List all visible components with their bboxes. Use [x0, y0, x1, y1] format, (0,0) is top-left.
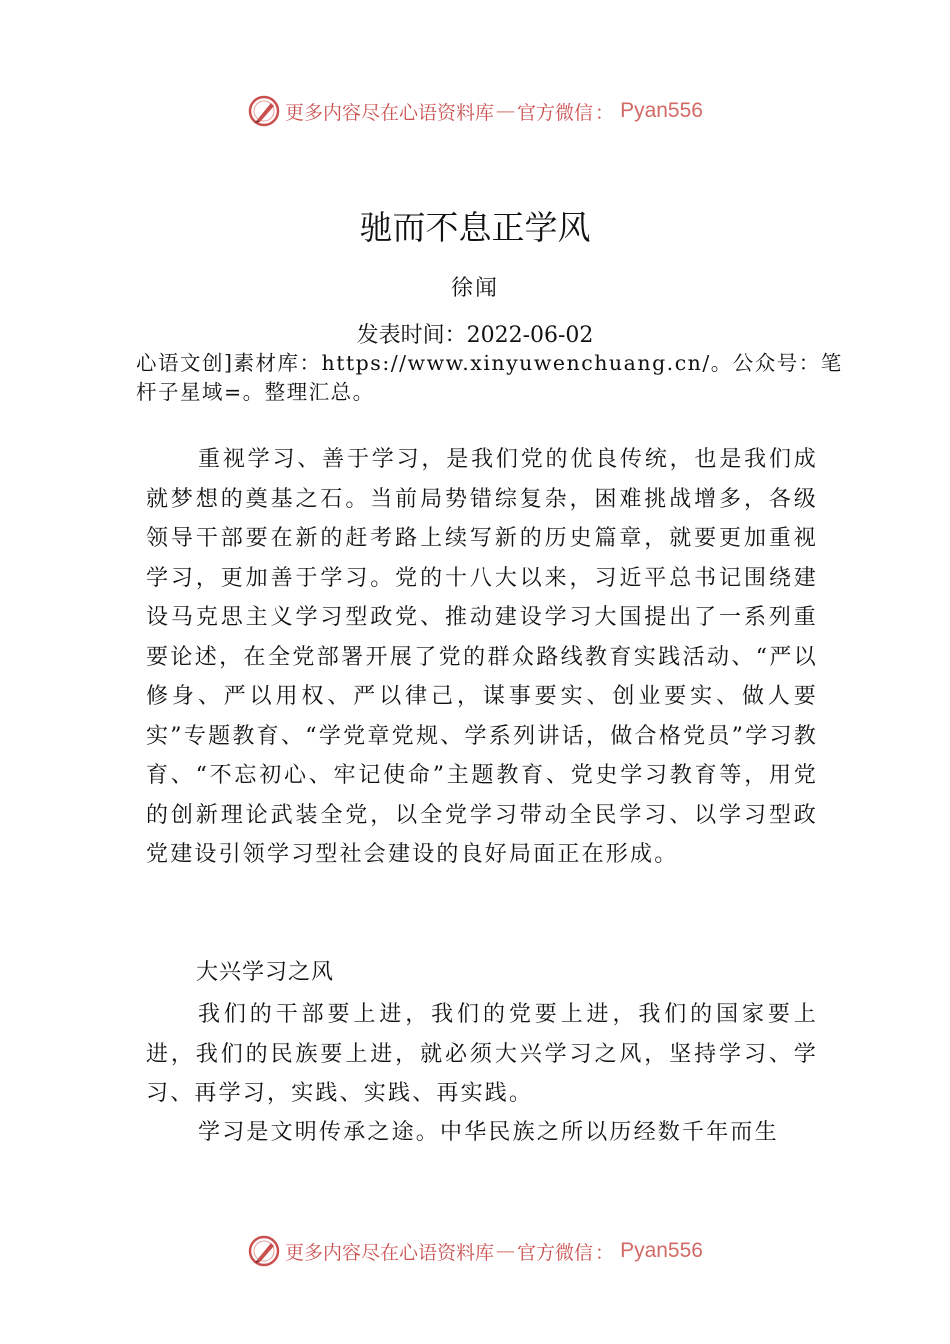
wechat-id: Pyan556 [620, 1239, 703, 1262]
banner-text: 更多内容尽在心语资料库 [285, 1241, 495, 1264]
pen-logo-icon [247, 94, 281, 128]
paragraph-2: 我们的干部要上进，我们的党要上进，我们的国家要上进，我们的民族要上进，就必须大兴学习之风，坚持学习、学习、再学习，实践、实践、再实践。 [146, 1002, 818, 1106]
banner-colon: ： [595, 101, 615, 124]
header-watermark-banner [0, 94, 950, 128]
date-label: 发表时间： [356, 323, 467, 348]
section-heading: 大兴学习之风 [196, 960, 335, 985]
banner-separator: — [496, 100, 516, 122]
publish-date-line [0, 318, 950, 349]
pen-logo-icon [247, 1234, 281, 1268]
wechat-id: Pyan556 [620, 99, 703, 122]
banner-label: 官方微信 [517, 1241, 594, 1264]
banner-colon: ： [595, 1241, 615, 1264]
footer-watermark-banner [0, 1234, 950, 1268]
banner-text: 更多内容尽在心语资料库 [285, 101, 495, 124]
article-title: 驰而不息正学风 [359, 208, 591, 247]
article-author: 徐闻 [450, 276, 499, 301]
banner-separator: — [496, 1240, 516, 1262]
publish-date: 2022-06-02 [466, 323, 594, 348]
paragraph-3: 学习是文明传承之途。中华民族之所以历经数千年而生 [198, 1120, 779, 1145]
banner-label: 官方微信 [517, 101, 594, 124]
source-note: 心语文创]素材库：https://www.xinyuwenchuang.cn/。公众号：笔杆子星域=。整理汇总。 [136, 351, 843, 404]
paragraph-1: 重视学习、善于学习，是我们党的优良传统，也是我们成就梦想的奠基之石。当前局势错综复杂，困难挑战增多，各级领导干部要在新的赶考路上续写新的历史篇章，就要更加重视学习，更加善于学习。党的十八大以来，习近平总书记围绕建设马克思主义学习型政党、推动建设学习大国提出了一系列重要论述，在全党部署开展了党的群众路线教育实践活动、“严以修身、严以用权、严以律己，谋事要实、创业要实、做人要实”专题教育、“学党章党规、学系列讲话，做合格党员”学习教育、“不忘初心、牢记使命”主题教育、党史学习教育等，用党的创新理论武装全党，以全党学习带动全民学习、以学习型政党建设引领学习型社会建设的良好局面正在形成。 [146, 447, 818, 867]
